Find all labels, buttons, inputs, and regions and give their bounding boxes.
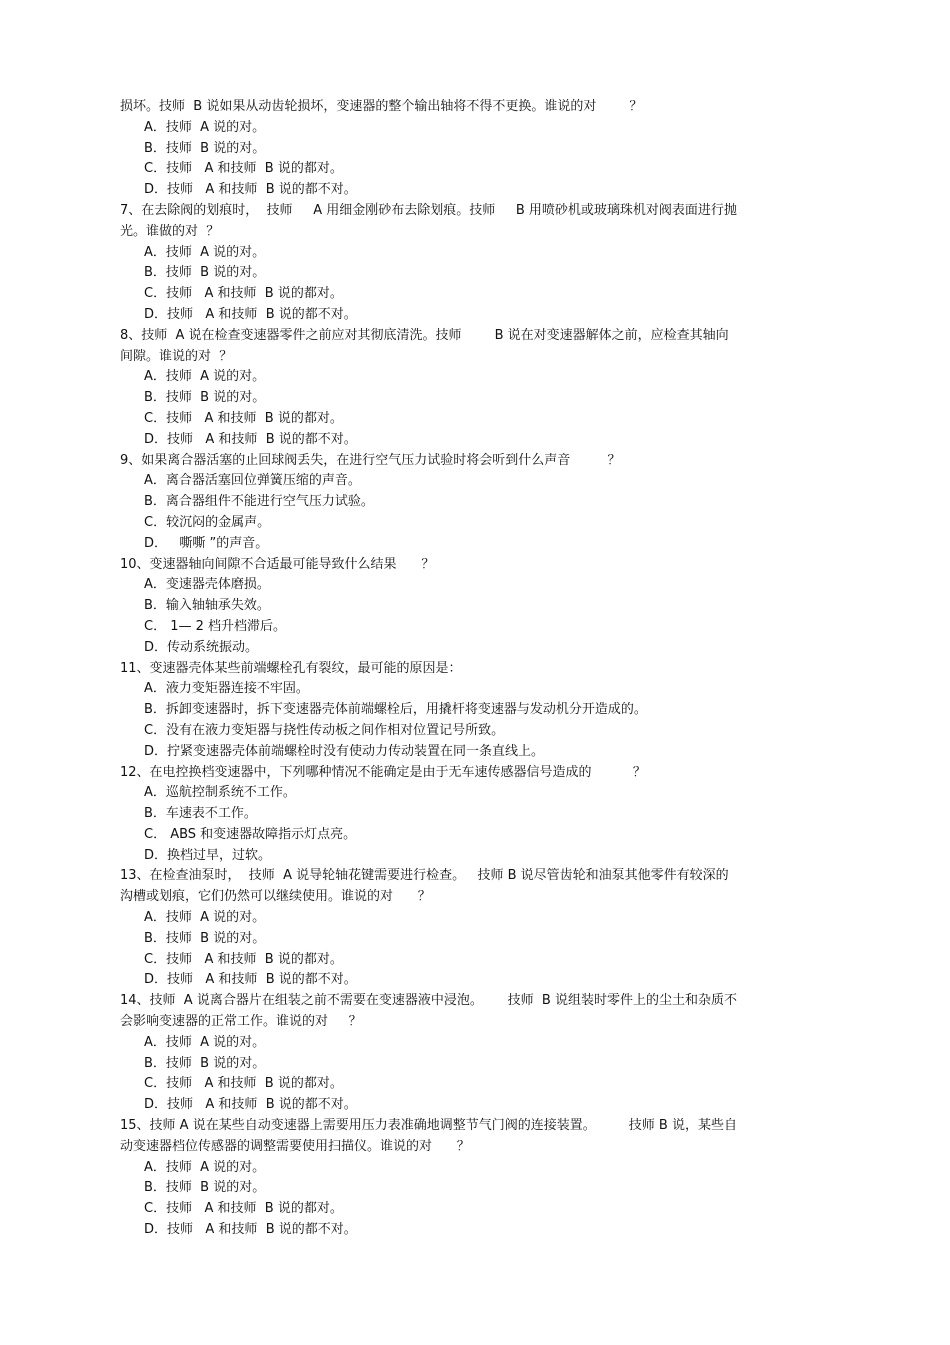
answer-option: A．巡航控制系统不工作。: [144, 785, 296, 801]
answer-option: C．技师 A 和技师 B 说的都对。: [144, 161, 343, 177]
answer-option: D．技师 A 和技师 B 说的都不对。: [144, 306, 357, 322]
answer-option: D．技师 A 和技师 B 说的都不对。: [144, 182, 357, 198]
answer-option: B．车速表不工作。: [144, 806, 257, 822]
question-text: 12、在电控换档变速器中，下列哪种情况不能确定是由于无车速传感器信号造成的 ？: [120, 764, 646, 780]
answer-option: C．技师 A 和技师 B 说的都对。: [144, 286, 343, 302]
answer-option: B．离合器组件不能进行空气压力试验。: [144, 494, 374, 510]
question-text: 10、变速器轴向间隙不合适最可能导致什么结果 ？: [120, 556, 435, 572]
answer-option: B．拆卸变速器时，拆下变速器壳体前端螺栓后，用撬杆将变速器与发动机分开造成的。: [144, 702, 647, 718]
answer-option: A．技师 A 说的对。: [144, 119, 266, 135]
question-text: 会影响变速器的正常工作。谁说的对 ？: [120, 1014, 362, 1030]
question-text: 光。谁做的对 ？: [120, 223, 220, 239]
question-text: 动变速器档位传感器的调整需要使用扫描仪。谁说的对 ？: [120, 1138, 470, 1154]
question-text: 间隙。谁说的对 ？: [120, 348, 233, 364]
answer-option: C．技师 A 和技师 B 说的都对。: [144, 1076, 343, 1092]
answer-option: A．技师 A 说的对。: [144, 910, 266, 926]
answer-option: A．变速器壳体磨损。: [144, 577, 270, 593]
answer-option: B．技师 B 说的对。: [144, 390, 266, 406]
answer-option: D．技师 A 和技师 B 说的都不对。: [144, 1097, 357, 1113]
answer-option: D． 嘶嘶 ”的声音。: [144, 535, 269, 551]
answer-option: C． 1— 2 档升档滞后。: [144, 618, 287, 634]
answer-option: C．技师 A 和技师 B 说的都对。: [144, 1201, 343, 1217]
answer-option: B．技师 B 说的对。: [144, 265, 266, 281]
question-text: 沟槽或划痕，它们仍然可以继续使用。谁说的对 ？: [120, 889, 431, 905]
answer-option: B．技师 B 说的对。: [144, 140, 266, 156]
answer-option: A．液力变矩器连接不牢固。: [144, 681, 309, 697]
answer-option: B．技师 B 说的对。: [144, 930, 266, 946]
answer-option: A．离合器活塞回位弹簧压缩的声音。: [144, 473, 361, 489]
question-text: 9、如果离合器活塞的止回球阀丢失，在进行空气压力试验时将会听到什么声音 ？: [120, 452, 621, 468]
answer-option: D．技师 A 和技师 B 说的都不对。: [144, 431, 357, 447]
answer-option: A．技师 A 说的对。: [144, 1159, 266, 1175]
question-text: 损坏。技师 B 说如果从动齿轮损坏，变速器的整个输出轴将不得不更换。谁说的对 ？: [120, 99, 643, 114]
answer-option: D．传动系统振动。: [144, 639, 259, 655]
answer-option: B．输入轴轴承失效。: [144, 598, 270, 614]
answer-option: C．没有在液力变矩器与挠性传动板之间作相对位置记号所致。: [144, 722, 505, 738]
answer-option: B．技师 B 说的对。: [144, 1055, 266, 1071]
answer-option: C．技师 A 和技师 B 说的都对。: [144, 410, 343, 426]
answer-option: D．换档过早，过软。: [144, 847, 272, 863]
answer-option: B．技师 B 说的对。: [144, 1180, 266, 1196]
question-text: 11、变速器壳体某些前端螺栓孔有裂纹，最可能的原因是：: [120, 660, 462, 676]
question-text: 15、技师 A 说在某些自动变速器上需要用压力表准确地调整节气门阀的连接装置。 技师 B 说，某些自: [120, 1118, 737, 1134]
question-text: 13、在检查油泵时， 技师 A 说导轮轴花键需要进行检查。 技师 B 说尽管齿轮和油泵其他零件有较深的: [120, 868, 729, 884]
question-list: [120, 97, 840, 1241]
answer-option: C．技师 A 和技师 B 说的都对。: [144, 951, 343, 967]
answer-option: C． ABS 和变速器故障指示灯点亮。: [144, 826, 357, 842]
answer-option: C．较沉闷的金属声。: [144, 514, 271, 530]
answer-option: D．技师 A 和技师 B 说的都不对。: [144, 972, 357, 988]
question-text: 7、在去除阀的划痕时， 技师 A 用细金刚砂布去除划痕。技师 B 用喷砂机或玻璃珠机对阀表面进行抛: [120, 202, 737, 218]
answer-option: A．技师 A 说的对。: [144, 244, 266, 260]
answer-option: A．技师 A 说的对。: [144, 369, 266, 385]
question-text: 8、技师 A 说在检查变速器零件之前应对其彻底清洗。技师 B 说在对变速器解体之前，应检查其轴向: [120, 327, 729, 343]
answer-option: D．技师 A 和技师 B 说的都不对。: [144, 1222, 357, 1238]
answer-option: A．技师 A 说的对。: [144, 1034, 266, 1050]
answer-option: D．拧紧变速器壳体前端螺栓时没有使动力传动装置在同一条直线上。: [144, 743, 545, 759]
question-text: 14、技师 A 说离合器片在组装之前不需要在变速器液中浸泡。 技师 B 说组装时零件上的尘土和杂质不: [120, 993, 737, 1009]
